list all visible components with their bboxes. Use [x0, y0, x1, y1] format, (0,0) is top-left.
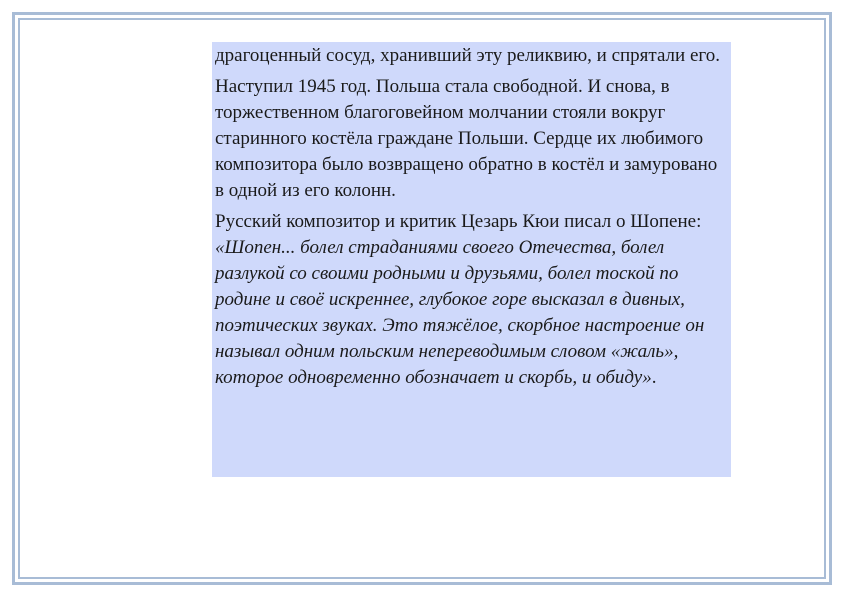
- quote-end: .: [651, 367, 657, 388]
- paragraph-cui-quote: [215, 209, 727, 391]
- text-box: [212, 42, 731, 477]
- cui-quote: «Шопен... болел страданиями своего Отечества, болел разлукой со своими родными и друзьями, болел тоской по родине и своё искреннее, глубокое горе высказал в дивных, поэтических звуках. Это тяжёлое, скорбное настроение он называл одним польским непереводимым словом «жаль», которое одновременно обозначает и скорбь, и обиду»: [215, 237, 705, 388]
- paragraph-1945: Наступил 1945 год. Польша стала свободной. И снова, в торжественном благоговейном молчании стояли вокруг старинного костёла граждане Польши. Сердце их любимого композитора было возвращено обратно в костёл и замуровано в одной из его колонн.: [215, 76, 718, 201]
- quote-intro: Русский композитор и критик Цезарь Кюи писал о Шопене:: [215, 211, 702, 232]
- paragraph-reliquary: драгоценный сосуд, хранивший эту реликвию, и спрятали его.: [215, 45, 720, 66]
